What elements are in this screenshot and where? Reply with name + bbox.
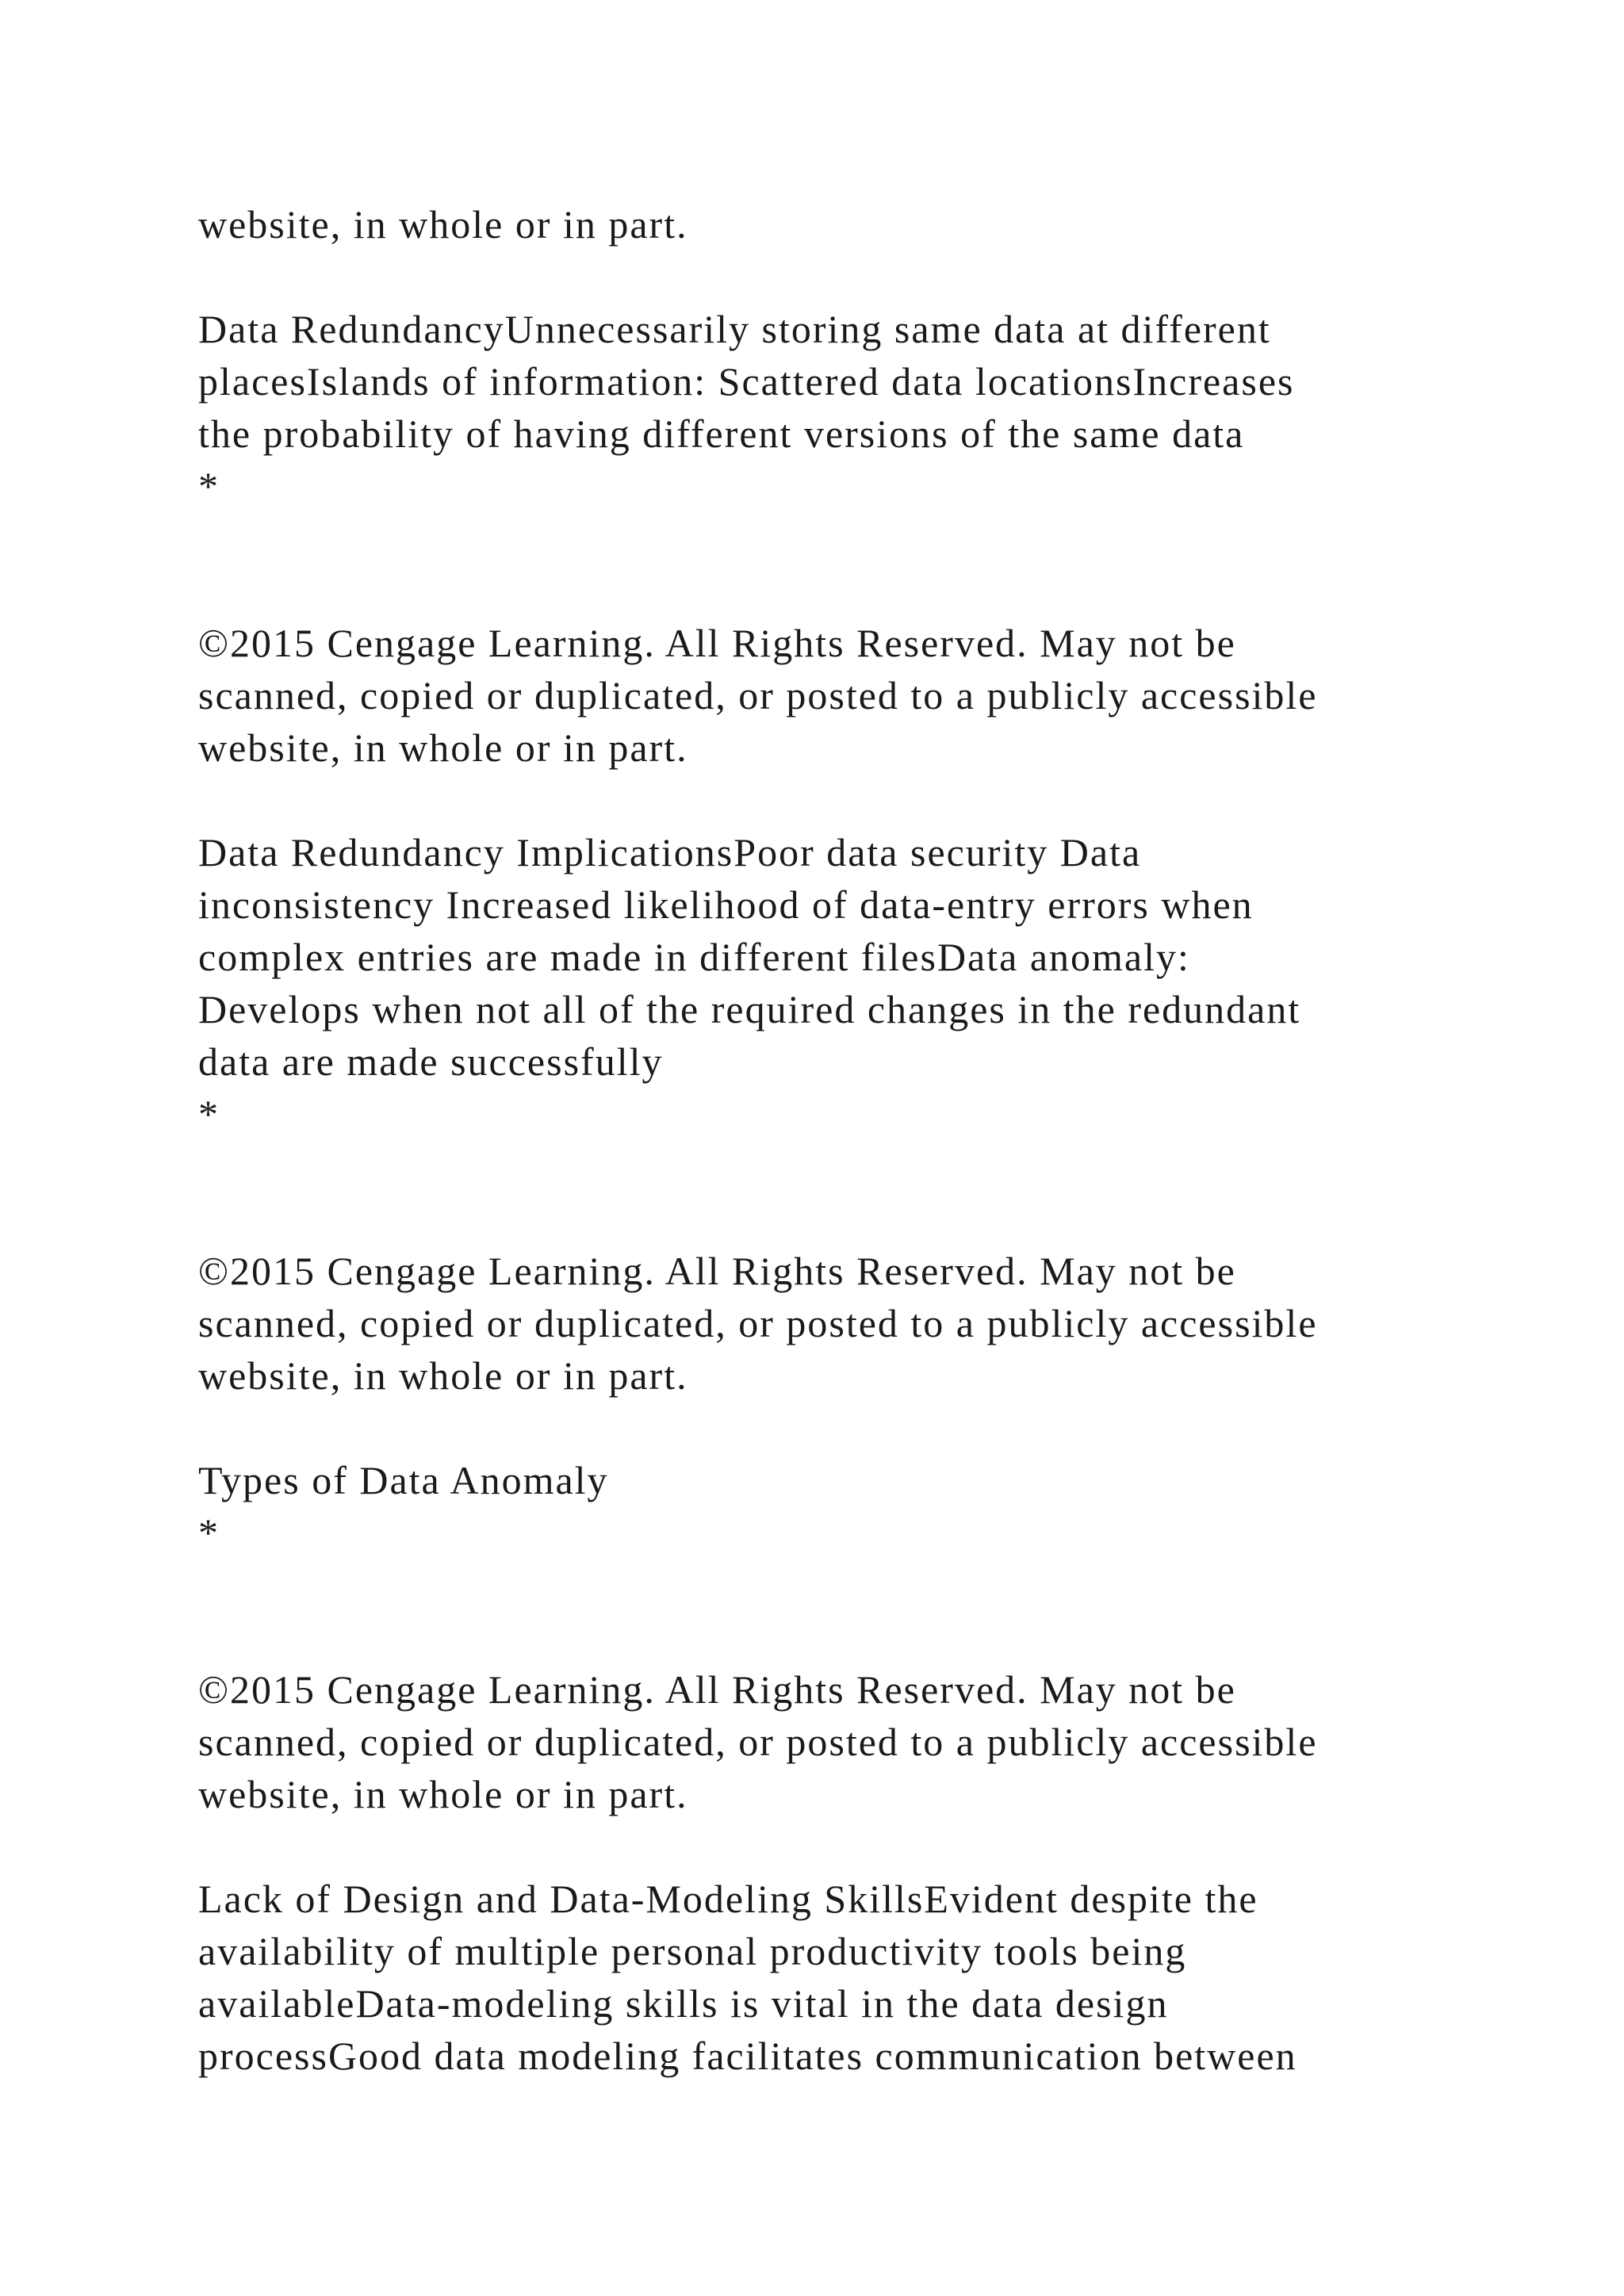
text-line: website, in whole or in part. — [198, 1772, 688, 1816]
text-line: Develops when not all of the required changes in the redundant — [198, 987, 1301, 1031]
text-line: ©2015 Cengage Learning. All Rights Reserved. May not be — [198, 1667, 1236, 1712]
text-line: website, in whole or in part. — [198, 725, 688, 770]
text-line: processGood data modeling facilitates communication between — [198, 2034, 1297, 2078]
text-line: scanned, copied or duplicated, or posted to a publicly accessible — [198, 1720, 1318, 1764]
text-line: availability of multiple personal productivity tools being — [198, 1929, 1187, 1973]
text-line: scanned, copied or duplicated, or posted to a publicly accessible — [198, 673, 1318, 718]
text-line: website, in whole or in part. — [198, 202, 688, 247]
text-line: ©2015 Cengage Learning. All Rights Reserved. May not be — [198, 1249, 1236, 1293]
text-line: the probability of having different versions of the same data — [198, 411, 1245, 456]
text-line: complex entries are made in different filesData anomaly: — [198, 935, 1190, 979]
text-line: availableData-modeling skills is vital in the data design — [198, 1981, 1169, 2026]
text-line: placesIslands of information: Scattered data locationsIncreases — [198, 359, 1295, 404]
text-line: scanned, copied or duplicated, or posted to a publicly accessible — [198, 1301, 1318, 1345]
text-line: * — [198, 1092, 220, 1136]
text-line: Types of Data Anomaly — [198, 1458, 609, 1502]
text-line: data are made successfully — [198, 1039, 664, 1084]
text-line: website, in whole or in part. — [198, 1353, 688, 1398]
text-line: Lack of Design and Data-Modeling SkillsEvident despite the — [198, 1877, 1258, 1921]
text-line: inconsistency Increased likelihood of data-entry errors when — [198, 882, 1254, 927]
text-line: Data Redundancy ImplicationsPoor data security Data — [198, 830, 1142, 874]
text-line: * — [198, 1510, 220, 1555]
text-line: ©2015 Cengage Learning. All Rights Reserved. May not be — [198, 621, 1236, 665]
text-line: Data RedundancyUnnecessarily storing same data at different — [198, 307, 1271, 351]
text-line: * — [198, 464, 220, 508]
